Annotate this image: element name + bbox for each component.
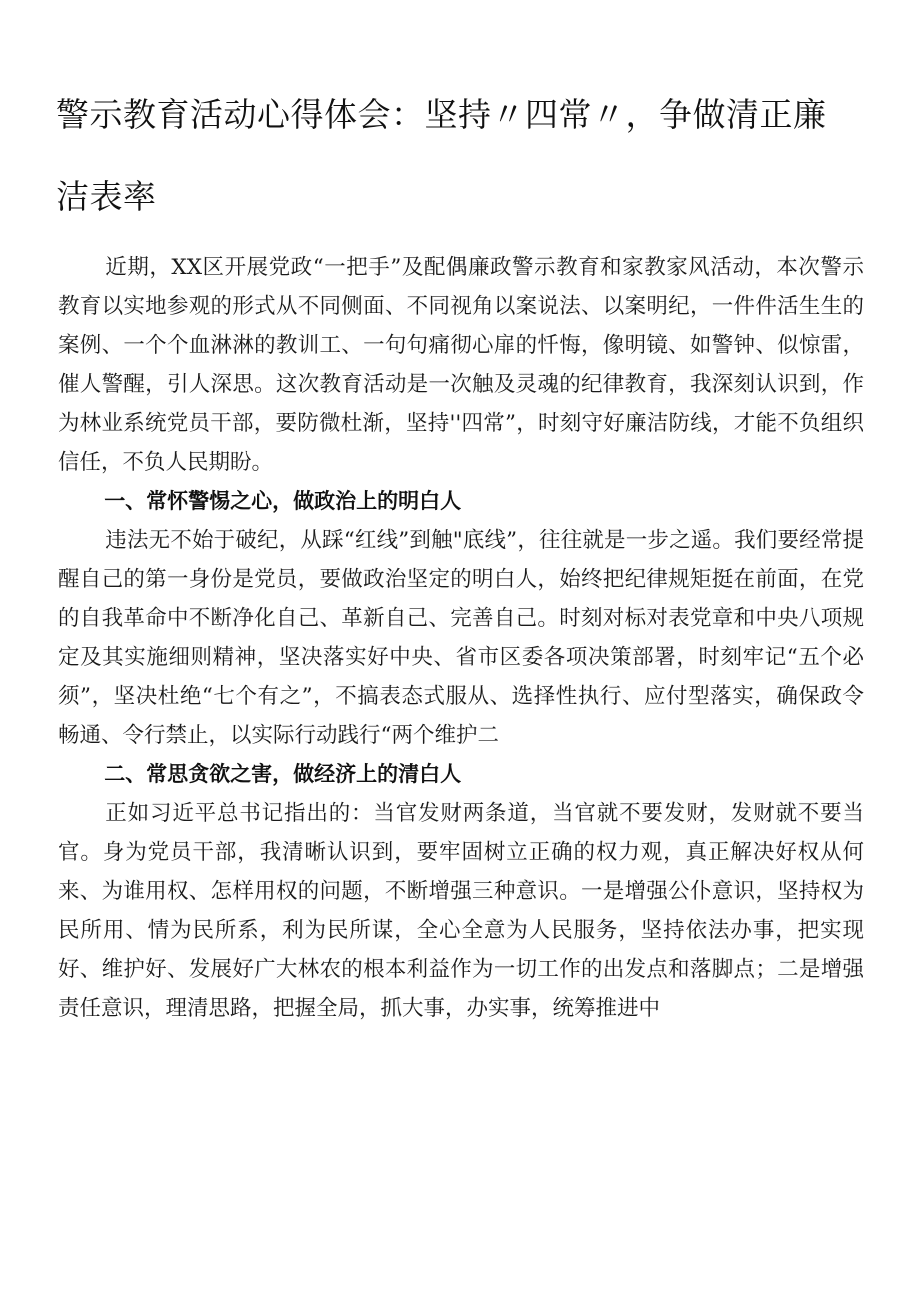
section-body-1: 违法无不始于破纪，从踩“红线”到触"底线”，往往就是一步之遥。我们要经常提醒自己的第一身份是党员，要做政治坚定的明白人，始终把纪律规矩挺在前面，在党的自我革命中不断净化自己、革新自己、完善自己。时刻对标对表党章和中央八项规定及其实施细则精神，坚决落实好中央、省市区委各项决策部署，时刻牢记“五个必须”，坚决杜绝“七个有之”，不搞表态式服从、选择性执行、应付型落实，确保政令畅通、令行禁止，以实际行动践行“两个维护二 (58, 528, 864, 748)
intro-paragraph: 近期，XX区开展党政“一把手”及配偶廉政警示教育和家教家风活动，本次警示教育以实地参观的形式从不同侧面、不同视角以案说法、以案明纪，一件件活生生的案例、一个个血淋淋的教训工、一句句痛彻心扉的忏悔，像明镜、如警钟、似惊雷，催人警醒，引人深思。这次教育活动是一次触及灵魂的纪律教育，我深刻认识到，作为林业系统党员干部，要防微杜渐，坚持''四常”，时刻守好廉洁防线，才能不负组织信任，不负人民期盼。 (58, 255, 864, 475)
section-body-2: 正如习近平总书记指出的：当官发财两条道，当官就不要发财，发财就不要当官。身为党员干部，我清晰认识到，要牢固树立正确的权力观，真正解决好权从何来、为谁用权、怎样用权的问题，不断增强三种意识。一是增强公仆意识，坚持权为民所用、情为民所系，利为民所谋，全心全意为人民服务，坚持依法办事，把实现好、维护好、发展好广大林农的根本利益作为一切工作的出发点和落脚点；二是增强责任意识，理清思路，把握全局，抓大事，办实事，统筹推进中 (58, 801, 864, 1021)
section-heading-1: 一、常怀警惕之心，做政治上的明白人 (104, 489, 462, 513)
document-body (58, 248, 864, 1028)
document-title: 警示教育活动心得体会：坚持〃四常〃，争做清正廉洁表率 (56, 95, 827, 216)
section-heading-2: 二、常思贪欲之害，做经济上的清白人 (104, 762, 462, 786)
